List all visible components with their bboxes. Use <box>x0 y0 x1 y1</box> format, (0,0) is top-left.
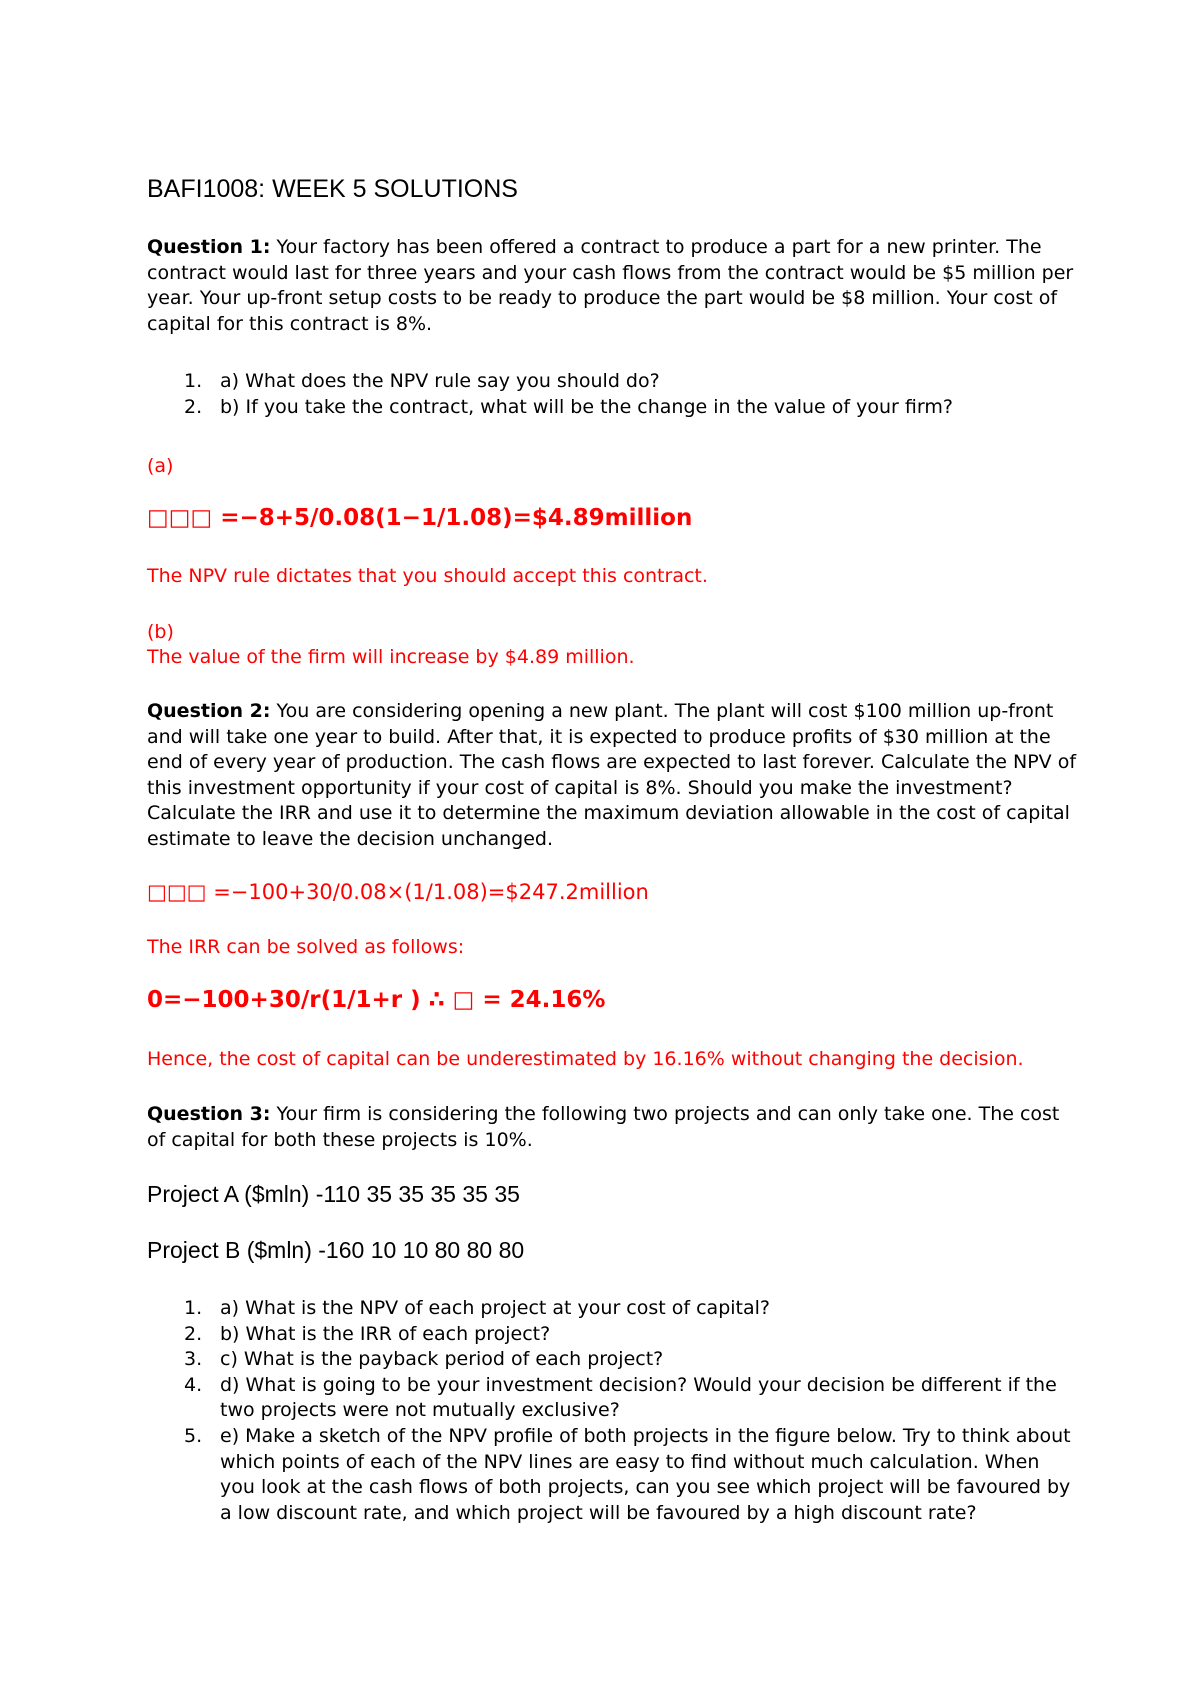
question-1-text: Your factory has been offered a contract to produce a part for a new printer. The contract would last for three years and your cash flows from the contract would be $5 million per year. Your up-front setup costs to be ready to produce the part would be $8 million. Your cost of capital for this contract is 8%. <box>147 236 1074 335</box>
list-item-text: a) What is the NPV of each project at your cost of capital? <box>220 1297 770 1319</box>
question-3-text: Your firm is considering the following two projects and can only take one. The cost of capital for both these projects is 10%. <box>147 1103 1060 1151</box>
list-item-number: 1. <box>184 370 203 392</box>
q2-irr-formula: 0=−100+30/r(1/1+r ) ∴ □ = 24.16% <box>147 987 606 1013</box>
q2-npv-formula: □□□ =−100+30/0.08×(1/1.08)=$247.2million <box>147 880 649 904</box>
list-item-text: b) If you take the contract, what will be the change in the value of your firm? <box>220 395 953 418</box>
list-item-text: e) Make a sketch of the NPV profile of both projects in the figure below. Try to think about which points of each of the NPV lines are easy to find without much calculation. When you look at the cash flows of both projects, can you see which project will be favoured by a low discount rate, and which project will be favoured by a high discount rate? <box>220 1424 1071 1524</box>
q1-part-b-label: (b) <box>147 621 174 643</box>
question-1 <box>147 235 1077 337</box>
q2-irr-intro: The IRR can be solved as follows: <box>147 936 465 958</box>
question-3 <box>147 1102 1077 1153</box>
list-item-text: a) What does the NPV rule say you should do? <box>220 370 660 392</box>
q1-npv-formula: □□□ =−8+5/0.08(1−1/1.08)=$4.89million <box>147 505 693 531</box>
question-2-text: You are considering opening a new plant. The plant will cost $100 million up-front and will take one year to build. After that, it is expected to produce profits of $30 million at the end of every year of production. The cash flows are expected to last forever. Calculate the NPV of this investment opportunity if your cost of capital is 8%. Should you make the investment? Calculate the IRR and use it to determine the maximum deviation allowable in the cost of capital estimate to leave the decision unchanged. <box>147 700 1077 850</box>
q1-answer-a: The NPV rule dictates that you should accept this contract. <box>147 565 708 587</box>
list-item-number: 5. <box>184 1424 203 1447</box>
list-item <box>147 1424 1077 1526</box>
list-item-text: c) What is the payback period of each project? <box>220 1348 664 1371</box>
list-item-number: 1. <box>184 1297 203 1319</box>
list-item-number: 2. <box>184 1322 203 1345</box>
document-title: BAFI1008: WEEK 5 SOLUTIONS <box>147 175 518 203</box>
project-a-cashflows: Project A ($mln) -110 35 35 35 35 35 <box>147 1181 520 1207</box>
project-b-cashflows: Project B ($mln) -160 10 10 80 80 80 <box>147 1237 525 1263</box>
question-3-subquestions <box>147 1296 1077 1526</box>
question-1-label: Question 1: <box>147 236 271 258</box>
list-item <box>147 1373 1077 1424</box>
q1-part-a-label: (a) <box>147 455 174 477</box>
list-item-number: 4. <box>184 1373 203 1396</box>
list-item <box>147 1296 1077 1322</box>
question-3-label: Question 3: <box>147 1103 271 1125</box>
list-item-number: 3. <box>184 1348 203 1371</box>
question-2 <box>147 699 1077 853</box>
list-item <box>147 369 1077 395</box>
list-item-text: b) What is the IRR of each project? <box>220 1322 551 1345</box>
question-2-label: Question 2: <box>147 700 271 722</box>
q1-answer-b: The value of the firm will increase by $4.89 million. <box>147 646 635 668</box>
list-item <box>147 1322 1077 1348</box>
list-item-number: 2. <box>184 395 203 418</box>
list-item <box>147 395 1077 421</box>
list-item-text: d) What is going to be your investment decision? Would your decision be different if the two projects were not mutually exclusive? <box>220 1373 1057 1422</box>
question-1-subquestions <box>147 369 1077 420</box>
q2-conclusion: Hence, the cost of capital can be underestimated by 16.16% without changing the decision. <box>147 1048 1024 1070</box>
list-item <box>147 1347 1077 1373</box>
